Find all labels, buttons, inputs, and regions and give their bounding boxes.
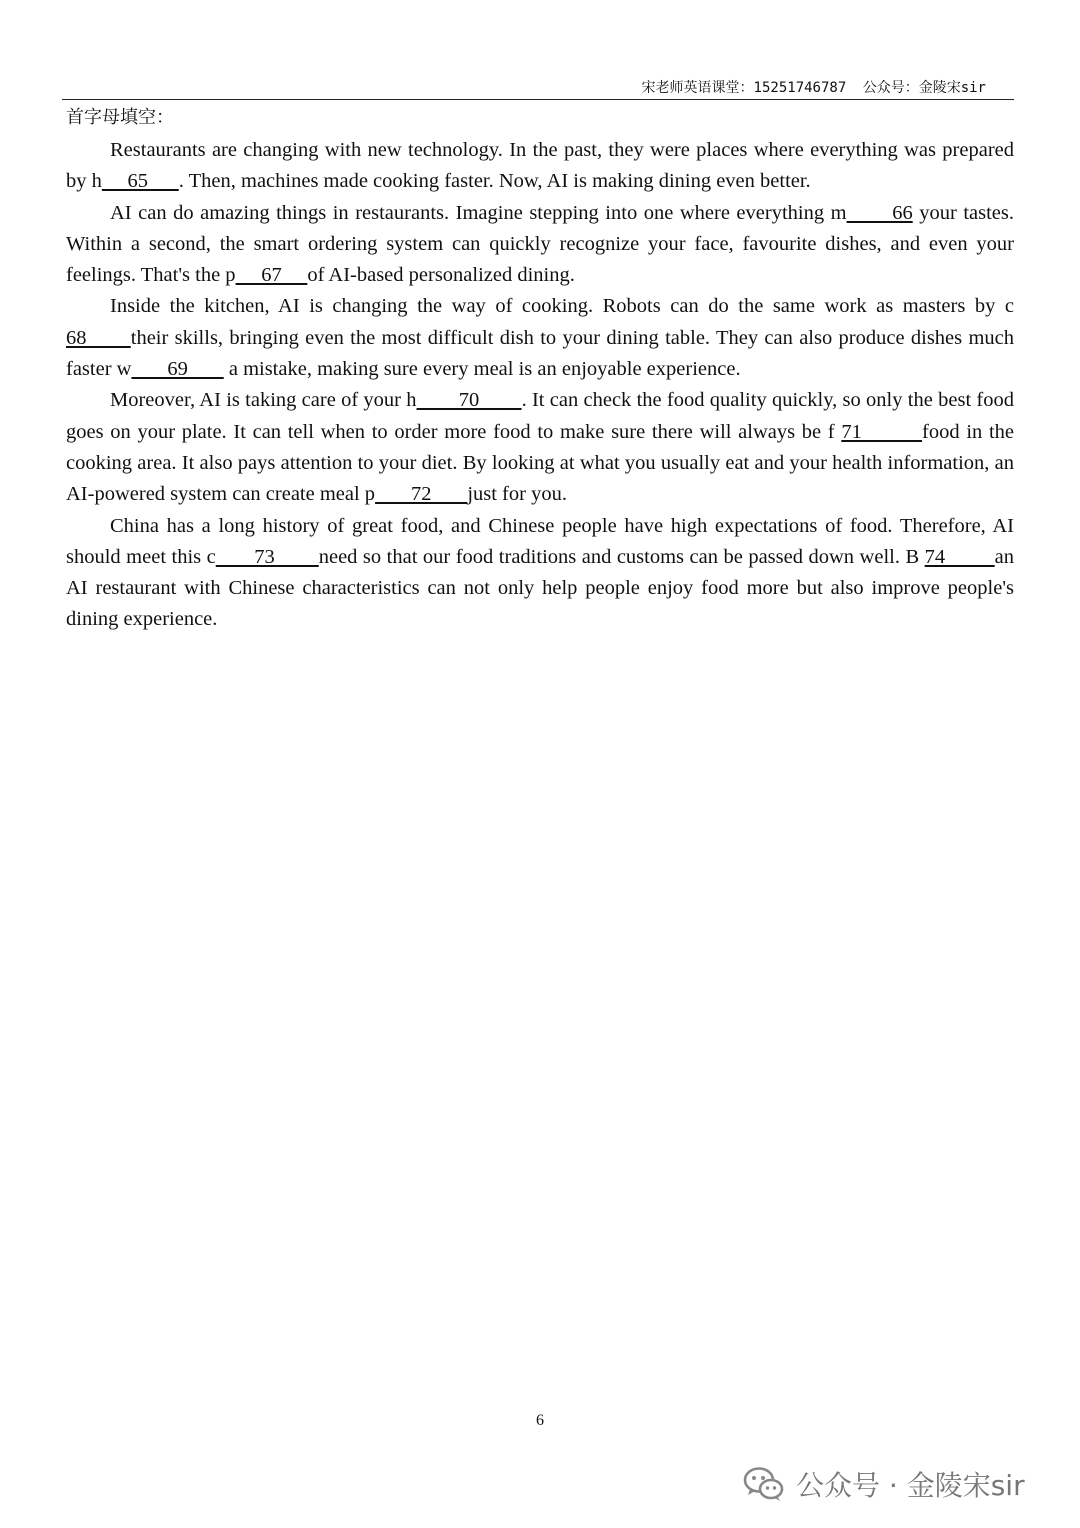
paragraph-text: Moreover, AI is taking care of your h xyxy=(110,389,417,412)
paragraph-text: their skills, bringing even the most difficult dish to your dining table. They can also produce dishes much faster w xyxy=(66,326,1015,381)
watermark-text: 公众号 · 金陵宋sir xyxy=(796,1469,1025,1502)
page-number: 6 xyxy=(536,1412,544,1429)
paragraph xyxy=(66,511,1014,636)
answer-blank[interactable]: 68 xyxy=(66,326,131,349)
watermark xyxy=(742,1462,1025,1506)
header-account-info: 公众号：金陵宋sir xyxy=(862,80,986,96)
paragraph xyxy=(66,198,1014,292)
header-teacher-info: 宋老师英语课堂：15251746787 xyxy=(641,80,847,96)
answer-blank[interactable]: 65 xyxy=(101,170,179,193)
paragraph-text: Restaurants are changing with new technology. In the past, they were places where everything was prepared by h xyxy=(66,139,1014,193)
paragraph-text: need so that our food traditions and customs can be passed down well. B xyxy=(318,545,925,568)
answer-blank[interactable]: 72 xyxy=(375,483,468,506)
paragraph-text: . It can check the food quality quickly, so only the best food goes on your plate. It can tell when to order more food to make sure there will always be f xyxy=(66,389,1014,443)
answer-blank[interactable]: 71 xyxy=(841,420,923,443)
answer-blank[interactable]: 69 xyxy=(131,358,224,381)
answer-blank[interactable]: 74 xyxy=(924,545,995,568)
paragraph-text: a mistake, making sure every meal is an enjoyable experience. xyxy=(223,358,741,381)
paragraph-text: an AI restaurant with Chinese characteristics can not only help people enjoy food more but also improve people's dining experience. xyxy=(66,545,1014,631)
paragraph xyxy=(66,385,1014,510)
section-title: 首字母填空： xyxy=(66,107,174,128)
paragraph-text: China has a long history of great food, and Chinese people have high expectations of food. Therefore, AI should meet this c xyxy=(66,514,1014,568)
paragraph-text: . Then, machines made cooking faster. Now, AI is making dining even better. xyxy=(178,170,811,193)
answer-blank[interactable]: 73 xyxy=(215,545,319,568)
passage xyxy=(66,135,1014,636)
paragraph xyxy=(66,135,1014,198)
wechat-icon xyxy=(742,1464,786,1504)
paragraph-text: of AI-based personalized dining. xyxy=(307,264,575,287)
paragraph-text: food in the cooking area. It also pays attention to your diet. By looking at what you usually eat and your health information, an AI-powered system can create meal p xyxy=(66,420,1014,506)
paragraph-text: Inside the kitchen, AI is changing the way of cooking. Robots can do the same work as masters by c xyxy=(110,295,1014,318)
paragraph-text: just for you. xyxy=(467,483,567,506)
answer-blank[interactable]: 66 xyxy=(846,201,913,224)
answer-blank[interactable]: 70 xyxy=(416,389,522,412)
paragraph-text: your tastes. Within a second, the smart ordering system can quickly recognize your face, favourite dishes, and even your feelings. That's the p xyxy=(66,201,1015,287)
paragraph xyxy=(66,291,1014,385)
page-header xyxy=(62,78,1014,100)
answer-blank[interactable]: 67 xyxy=(235,264,308,287)
paragraph-text: AI can do amazing things in restaurants. Imagine stepping into one where everything m xyxy=(110,201,847,224)
